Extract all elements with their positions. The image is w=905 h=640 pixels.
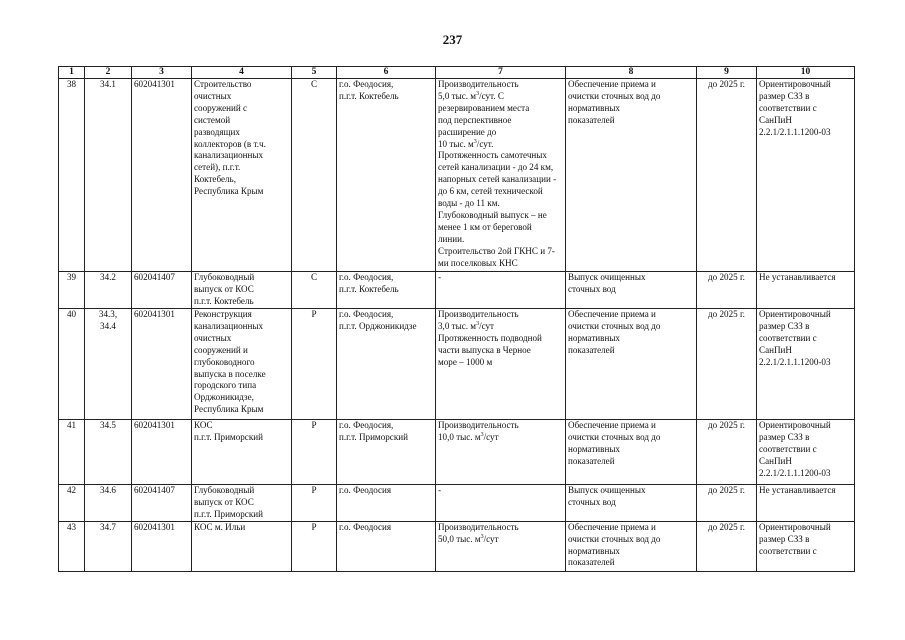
object-name-cell-text: Глубоководный выпуск от КОС п.г.т. Приморский xyxy=(194,485,263,519)
purpose-cell xyxy=(566,485,697,522)
zone-cell-text: Не устанавливается xyxy=(759,485,836,495)
kind-code-cell xyxy=(132,485,192,522)
location-cell xyxy=(337,521,436,571)
characteristics-cell-text: Производительность 3,0 тыс. $м^3$/сут Протяженность подводной части выпуска в Черное море – 1000 м xyxy=(438,309,542,367)
kind-code-cell-text: 602041407 xyxy=(134,485,175,495)
location-cell-text: г.о. Феодосия xyxy=(339,485,392,495)
page-number: 237 xyxy=(442,32,463,47)
deadline-cell xyxy=(697,485,757,522)
table-row xyxy=(59,79,855,272)
purpose-cell xyxy=(566,420,697,485)
status-cell xyxy=(292,420,337,485)
deadline-cell-text: до 2025 г. xyxy=(708,272,745,282)
row-number-cell-text: 41 xyxy=(66,420,77,430)
kind-code-cell-text: 602041407 xyxy=(134,272,175,282)
code-cell xyxy=(85,309,132,420)
row-number-cell-text: 39 xyxy=(66,272,77,282)
object-name-cell-text: Глубоководный выпуск от КОС п.г.т. Коктебель xyxy=(194,272,255,306)
purpose-cell-text: Обеспечение приема и очистки сточных вод до нормативных показателей xyxy=(568,420,661,466)
status-cell xyxy=(292,485,337,522)
characteristics-cell-text: Производительность 10,0 тыс. $м^3$/сут xyxy=(438,420,519,442)
code-cell xyxy=(85,485,132,522)
zone-cell-text: Ориентировочный размер СЗЗ в соответствии с СанПиН 2.2.1/2.1.1.1200-03 xyxy=(759,420,831,478)
row-number-cell-text: 38 xyxy=(66,79,77,89)
deadline-cell xyxy=(697,521,757,571)
zone-cell xyxy=(757,309,855,420)
deadline-cell-text: до 2025 г. xyxy=(708,485,745,495)
row-number-cell xyxy=(59,79,85,272)
kind-code-cell xyxy=(132,309,192,420)
column-header-5: 5 xyxy=(292,67,337,79)
code-cell xyxy=(85,420,132,485)
status-cell-text: Р xyxy=(311,420,317,430)
object-name-cell-text: Реконструкция канализационных очистных сооружений и глубоководного выпуска в поселке городского типа Орджоникидзе, Республика Крым xyxy=(194,309,266,415)
object-name-cell xyxy=(192,521,292,571)
row-number-cell xyxy=(59,521,85,571)
purpose-cell-text: Обеспечение приема и очистки сточных вод до нормативных показателей xyxy=(568,309,661,355)
kind-code-cell-text: 602041301 xyxy=(134,521,175,532)
header-row xyxy=(59,67,855,79)
column-header-2: 2 xyxy=(85,67,132,79)
code-cell-text: 34.2 xyxy=(100,272,116,282)
kind-code-cell xyxy=(132,420,192,485)
status-cell-text: С xyxy=(310,79,318,89)
object-name-cell-text: Строительство очистных сооружений с системой разводящих коллекторов (в т.ч. канализационных сетей), п.г.т. Коктебель, Республика Крым xyxy=(194,79,266,197)
status-cell xyxy=(292,272,337,309)
column-header-1: 1 xyxy=(59,67,85,79)
status-cell xyxy=(292,309,337,420)
column-header-8: 8 xyxy=(566,67,697,79)
characteristics-cell-text: - xyxy=(438,485,442,495)
characteristics-cell xyxy=(436,79,566,272)
table-row xyxy=(59,521,855,571)
deadline-cell-text: до 2025 г. xyxy=(708,420,745,430)
object-name-cell xyxy=(192,272,292,309)
status-cell xyxy=(292,79,337,272)
location-cell-text: г.о. Феодосия, п.г.т. Коктебель xyxy=(339,79,399,101)
characteristics-cell-text: Производительность 50,0 тыс. $м^3$/сут xyxy=(438,521,519,544)
purpose-cell-text: Выпуск очищенных сточных вод xyxy=(568,272,646,294)
location-cell xyxy=(337,420,436,485)
row-number-cell-text: 40 xyxy=(66,309,77,319)
zone-cell-text: Ориентировочный размер СЗЗ в соответствии с СанПиН 2.2.1/2.1.1.1200-03 xyxy=(759,309,831,367)
object-name-cell xyxy=(192,420,292,485)
code-cell xyxy=(85,521,132,571)
characteristics-cell xyxy=(436,521,566,571)
column-header-3: 3 xyxy=(132,67,192,79)
kind-code-cell xyxy=(132,79,192,272)
code-cell xyxy=(85,272,132,309)
code-cell-text: 34.7 xyxy=(100,521,116,532)
row-number-cell xyxy=(59,309,85,420)
column-header-9: 9 xyxy=(697,67,757,79)
table-body xyxy=(59,79,855,572)
purpose-cell xyxy=(566,309,697,420)
zone-cell xyxy=(757,521,855,571)
objects-table xyxy=(58,66,855,572)
characteristics-cell-text: - xyxy=(438,272,442,282)
kind-code-cell-text: 602041301 xyxy=(134,309,175,319)
purpose-cell-text: Обеспечение приема и очистки сточных вод до нормативных показателей xyxy=(568,79,661,125)
purpose-cell xyxy=(566,272,697,309)
characteristics-cell-text: Производительность 5,0 тыс. $м^3$/сут. С резервированием места под перспективное расширение до 10 тыс. $м^3$/сут. Протяженность самотечных сетей канализации - до 24 км, напорных сетей канализации - до 6 км, сетей технической воды - до 11 км. Глубоководный выпуск – не менее 1 км от береговой линии. Строительство 2ой ГКНС и 7- ми поселковых КНС xyxy=(438,79,557,268)
object-name-cell xyxy=(192,79,292,272)
row-number-cell-text: 43 xyxy=(66,521,77,532)
deadline-cell-text: до 2025 г. xyxy=(708,309,745,319)
zone-cell xyxy=(757,79,855,272)
status-cell-text: Р xyxy=(311,309,317,319)
zone-cell xyxy=(757,420,855,485)
code-cell xyxy=(85,79,132,272)
location-cell-text: г.о. Феодосия, п.г.т. Приморский xyxy=(339,420,408,442)
characteristics-cell xyxy=(436,485,566,522)
row-number-cell xyxy=(59,485,85,522)
deadline-cell xyxy=(697,272,757,309)
table-row xyxy=(59,485,855,522)
row-number-cell xyxy=(59,420,85,485)
object-name-cell-text: КОС п.г.т. Приморский xyxy=(194,420,263,442)
table-row xyxy=(59,420,855,485)
row-number-cell-text: 42 xyxy=(66,485,77,495)
column-header-7: 7 xyxy=(436,67,566,79)
location-cell xyxy=(337,79,436,272)
zone-cell-text: Ориентировочный размер СЗЗ в соответствии с СанПиН 2.2.1/2.1.1.1200-03 xyxy=(759,79,831,137)
column-header-10: 10 xyxy=(757,67,855,79)
table-row xyxy=(59,309,855,420)
column-header-4: 4 xyxy=(192,67,292,79)
column-header-6: 6 xyxy=(337,67,436,79)
deadline-cell xyxy=(697,420,757,485)
purpose-cell-text: Обеспечение приема и очистки сточных вод до нормативных показателей xyxy=(568,521,661,568)
location-cell xyxy=(337,272,436,309)
location-cell xyxy=(337,485,436,522)
zone-cell xyxy=(757,272,855,309)
deadline-cell-text: до 2025 г. xyxy=(708,79,745,89)
table-row xyxy=(59,272,855,309)
kind-code-cell xyxy=(132,272,192,309)
zone-cell-text: Ориентировочный размер СЗЗ в соответствии с xyxy=(759,521,831,556)
purpose-cell-text: Выпуск очищенных сточных вод xyxy=(568,485,646,507)
status-cell xyxy=(292,521,337,571)
code-cell-text: 34.3, 34.4 xyxy=(98,309,118,331)
location-cell-text: г.о. Феодосия xyxy=(339,521,392,532)
deadline-cell xyxy=(697,309,757,420)
purpose-cell xyxy=(566,521,697,571)
kind-code-cell-text: 602041301 xyxy=(134,79,175,89)
status-cell-text: Р xyxy=(311,521,317,532)
deadline-cell-text: до 2025 г. xyxy=(708,521,745,532)
kind-code-cell-text: 602041301 xyxy=(134,420,175,430)
object-name-cell-text: КОС м. Ильи xyxy=(194,521,246,532)
location-cell-text: г.о. Феодосия, п.г.т. Коктебель xyxy=(339,272,399,294)
code-cell-text: 34.6 xyxy=(100,485,116,495)
zone-cell xyxy=(757,485,855,522)
purpose-cell xyxy=(566,79,697,272)
object-name-cell xyxy=(192,309,292,420)
location-cell-text: г.о. Феодосия, п.г.т. Орджоникидзе xyxy=(339,309,417,331)
object-name-cell xyxy=(192,485,292,522)
zone-cell-text: Не устанавливается xyxy=(759,272,836,282)
location-cell xyxy=(337,309,436,420)
deadline-cell xyxy=(697,79,757,272)
status-cell-text: Р xyxy=(311,485,317,495)
characteristics-cell xyxy=(436,309,566,420)
code-cell-text: 34.1 xyxy=(100,79,116,89)
code-cell-text: 34.5 xyxy=(100,420,116,430)
row-number-cell xyxy=(59,272,85,309)
status-cell-text: С xyxy=(310,272,318,282)
kind-code-cell xyxy=(132,521,192,571)
characteristics-cell xyxy=(436,420,566,485)
characteristics-cell xyxy=(436,272,566,309)
